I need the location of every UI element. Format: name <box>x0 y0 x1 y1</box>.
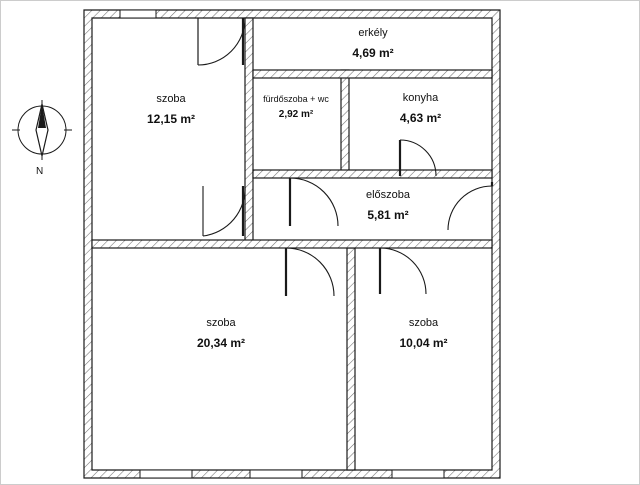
room-name: fürdőszoba + wc <box>263 94 329 104</box>
interior-wall-v-lower <box>347 248 355 470</box>
room-area: 20,34 m² <box>196 335 246 350</box>
room-name: konyha <box>402 92 439 104</box>
room-area: 2,92 m² <box>278 109 314 121</box>
room-name: szoba <box>156 93 186 105</box>
room-area: 5,81 m² <box>367 207 409 222</box>
room-name: előszoba <box>365 189 411 201</box>
room-name: szoba <box>408 317 439 329</box>
room-area: 12,15 m² <box>146 111 196 126</box>
interior-wall-h-balcony <box>253 70 492 78</box>
room-area: 10,04 m² <box>399 335 448 350</box>
room-name: szoba <box>206 317 236 329</box>
window-top-left <box>120 10 156 18</box>
room-area: 4,69 m² <box>352 45 394 60</box>
window-bottom-1 <box>140 470 192 478</box>
interior-wall-v-left <box>245 18 253 248</box>
interior-wall-v-mid <box>341 70 349 176</box>
room-area: 4,63 m² <box>399 110 442 125</box>
interior-wall-h-main <box>92 240 492 248</box>
window-bottom-2 <box>250 470 302 478</box>
interior-wall-h-hall-top <box>253 170 492 178</box>
compass-north-label: N <box>36 166 44 177</box>
window-bottom-3 <box>392 470 444 478</box>
room-name: erkély <box>358 27 388 39</box>
